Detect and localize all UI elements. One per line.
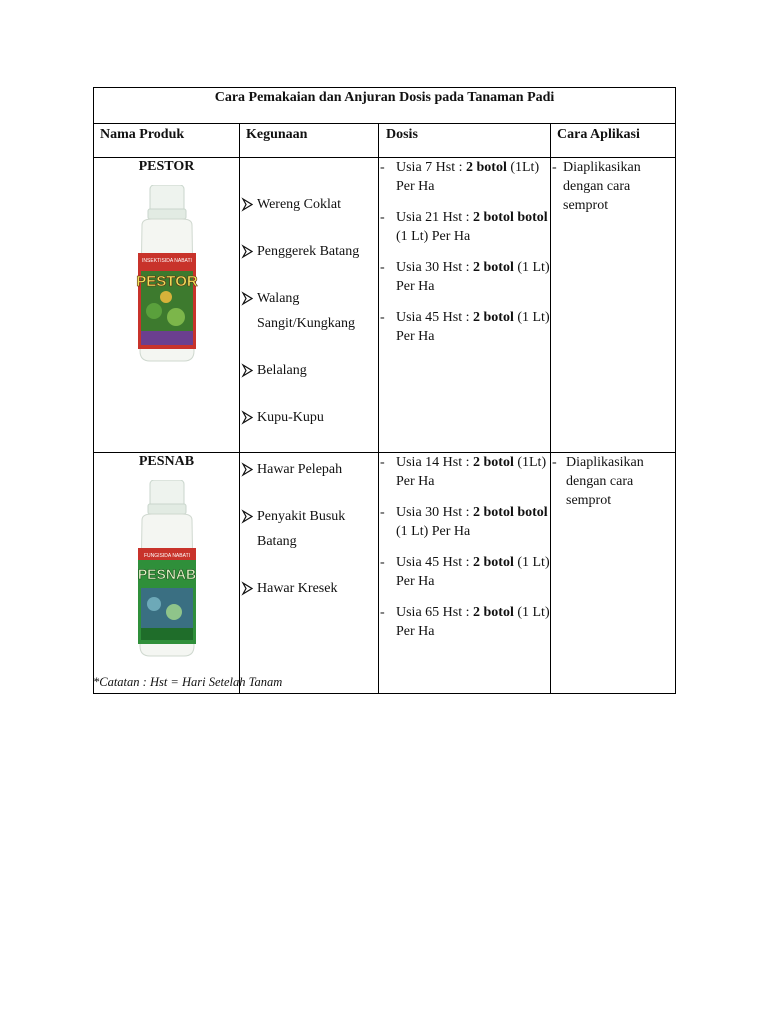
dose-item: - Usia 30 Hst : 2 botol (1 Lt) Per Ha [380,260,550,294]
table-row [94,453,676,694]
dose-item: - Usia 45 Hst : 2 botol (1 Lt) Per Ha [380,310,550,344]
pestor-bottle-image [128,185,206,363]
product-cell [94,158,240,453]
dose-item: - Usia 21 Hst : 2 botol botol (1 Lt) Per Ha [380,210,548,244]
dose-item: - Usia 30 Hst : 2 botol botol (1 Lt) Per Ha [380,505,548,539]
product-cell [94,453,240,694]
use-label: Belalang [257,363,307,378]
arrow-bullet-icon [241,239,253,264]
bottle-label-top: INSEKTISIDA NABATI [141,258,192,264]
product-name: PESTOR [138,159,195,174]
use-label: Walang Sangit/Kungkang [257,291,355,331]
dosage-table [93,87,676,694]
arrow-bullet-icon [241,358,253,383]
list-item [240,576,378,601]
list-item [240,504,378,554]
use-label: Penyakit Busuk Batang [257,509,346,549]
dose-item: - Usia 45 Hst : 2 botol (1 Lt) Per Ha [380,555,550,589]
table-title: Cara Pemakaian dan Anjuran Dosis pada Tanaman Padi [94,88,676,124]
uses-cell [240,158,379,453]
list-item [240,405,378,430]
uses-list [240,158,378,430]
method-cell [551,453,676,694]
list-item [240,192,378,217]
dose-item: - Usia 7 Hst : 2 botol (1Lt) Per Ha [380,160,540,194]
pesnab-bottle-image [128,480,206,658]
header-dosis: Dosis [379,124,551,158]
use-label: Wereng Coklat [257,197,342,212]
header-kegunaan: Kegunaan [240,124,379,158]
footnote: *Catatan : Hst = Hari Setelah Tanam [93,675,283,689]
use-label: Hawar Pelepah [257,462,343,477]
arrow-bullet-icon [241,286,253,311]
use-label: Penggerek Batang [257,244,360,259]
header-cara-aplikasi: Cara Aplikasi [551,124,676,158]
use-label: Kupu-Kupu [257,410,324,425]
header-nama-produk: Nama Produk [94,124,240,158]
product-name: PESNAB [138,454,195,469]
arrow-bullet-icon [241,457,253,482]
use-label: Hawar Kresek [257,581,338,596]
dose-cell [379,453,551,694]
method-text: - Diaplikasikan dengan cara semprot [552,160,641,213]
list-item [240,358,378,383]
bottle-label-main: PESNAB [137,566,196,582]
dose-item: - Usia 14 Hst : 2 botol (1Lt) Per Ha [380,455,547,489]
arrow-bullet-icon [241,405,253,430]
dose-cell [379,158,551,453]
arrow-bullet-icon [241,192,253,217]
list-item [240,286,378,336]
method-text: - Diaplikasikan dengan cara semprot [552,455,644,508]
uses-list [240,453,378,601]
uses-cell [240,453,379,694]
list-item [240,239,378,264]
dose-item: - Usia 65 Hst : 2 botol (1 Lt) Per Ha [380,605,550,639]
arrow-bullet-icon [241,504,253,529]
list-item [240,457,378,482]
method-cell [551,158,676,453]
bottle-label-main: PESTOR [135,273,198,290]
bottle-label-top: FUNGISIDA NABATI [143,553,190,559]
arrow-bullet-icon [241,576,253,601]
table-row [94,158,676,453]
